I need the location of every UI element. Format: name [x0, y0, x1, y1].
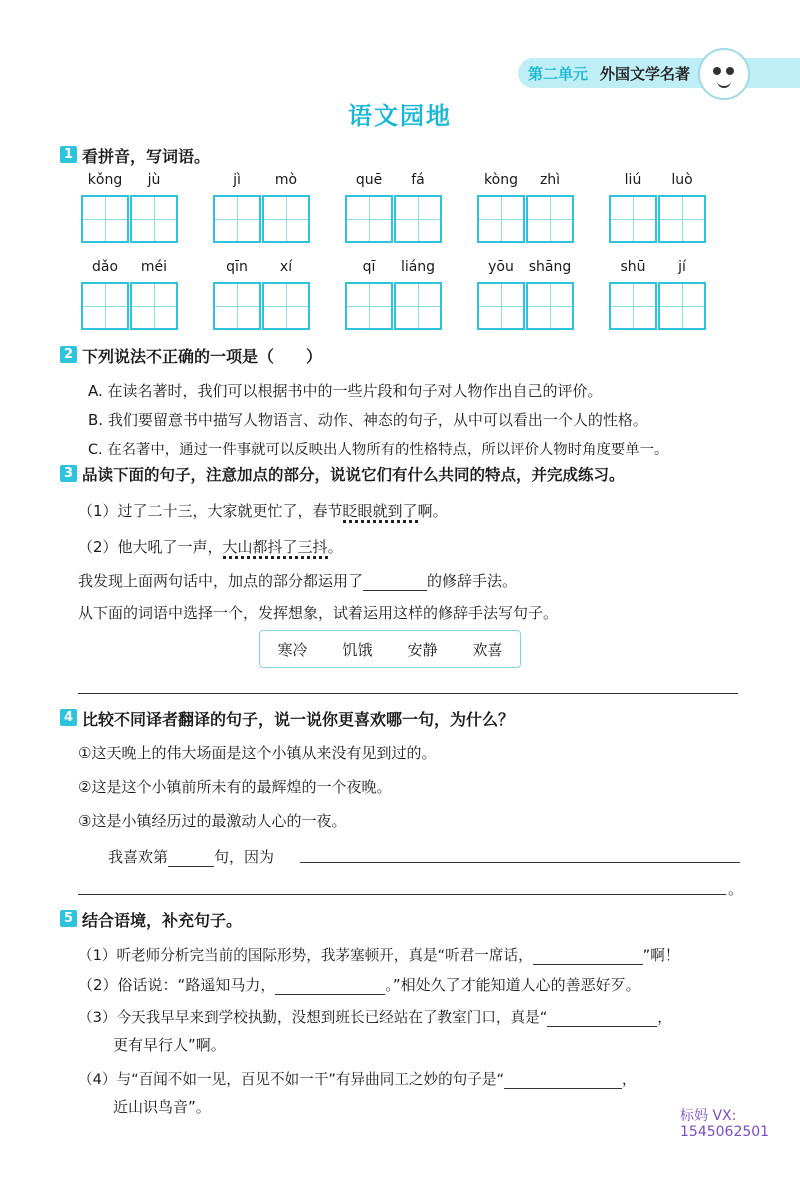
writing-cell[interactable]: [81, 282, 129, 330]
word-4: 欢喜: [472, 640, 503, 659]
fill-2: [78, 974, 641, 995]
fill-4-b: ，: [622, 1071, 637, 1088]
writing-cell[interactable]: [213, 282, 261, 330]
pinyin-label: jì: [233, 172, 241, 188]
writing-cell[interactable]: [477, 195, 525, 243]
fill-1-b: ”啊！: [642, 947, 680, 964]
preference-line: [108, 846, 274, 867]
reason-line-2[interactable]: [78, 894, 726, 895]
pinyin-label: jí: [678, 259, 686, 275]
unit-title: 外国文学名著: [600, 65, 691, 83]
sentence-1-part-c: 啊。: [417, 502, 448, 520]
fill-3: [78, 1006, 672, 1027]
preference-a: 我喜欢第: [108, 848, 169, 866]
sentence-2-part-a: （2）他大吼了一声，: [78, 538, 223, 556]
option-b: B. 我们要留意书中描写人物语言、动作、神态的句子，从中可以看出一个人的性格。: [88, 411, 648, 429]
word-3: 安静: [407, 640, 438, 659]
fill-3-a: （3）今天我早早来到学校执勤，没想到班长已经站在了教室门口，真是“: [78, 1009, 548, 1026]
fill-4-blank[interactable]: [504, 1072, 622, 1089]
question-number-5: 5: [60, 910, 77, 927]
fill-1-a: （1）听老师分析完当前的国际形势，我茅塞顿开，真是“听君一席话，: [78, 947, 533, 964]
fill-2-blank[interactable]: [275, 978, 385, 995]
sentence-1-dotted: 眨眼就到了: [343, 502, 418, 523]
fill-1: [78, 944, 679, 965]
writing-cell[interactable]: [262, 282, 310, 330]
question-1-text: 看拼音，写词语。: [82, 147, 211, 166]
unit-banner: [518, 58, 800, 88]
reason-line-1[interactable]: [300, 862, 740, 863]
translation-2: ②这是这个小镇前所未有的最辉煌的一个夜晚。: [78, 778, 392, 796]
writing-cell[interactable]: [394, 195, 442, 243]
pinyin-label: xí: [279, 259, 293, 275]
instruction-line: 从下面的词语中选择一个，发挥想象，试着运用这样的修辞手法写句子。: [78, 604, 559, 622]
fill-2-b: 。”相处久了才能知道人心的善恶好歹。: [385, 976, 641, 994]
question-4-text: 比较不同译者翻译的句子，说一说你更喜欢哪一句，为什么？: [82, 710, 515, 729]
writing-cell[interactable]: [658, 195, 706, 243]
pinyin-label: shū: [620, 259, 646, 275]
word-2: 饥饿: [342, 640, 373, 659]
period: 。: [728, 880, 744, 898]
rhetoric-line-a: 我发现上面两句话中，加点的部分都运用了: [78, 572, 364, 590]
mascot-icon: [698, 48, 750, 100]
pinyin-label: kòng: [484, 172, 518, 188]
unit-label: 第二单元: [528, 65, 589, 83]
answer-line[interactable]: [78, 693, 738, 694]
option-a: A. 在读名著时，我们可以根据书中的一些片段和句子对人物作出自己的评价。: [88, 382, 603, 400]
writing-cell[interactable]: [477, 282, 525, 330]
fill-3-cont: 更有早行人”啊。: [113, 1036, 226, 1054]
word-choice-box: [259, 630, 521, 668]
watermark-line-2: 1545062501: [680, 1124, 770, 1140]
fill-2-a: （2）俗话说：“路遥知马力，: [78, 976, 276, 994]
writing-cell[interactable]: [345, 195, 393, 243]
pinyin-label: mò: [274, 172, 298, 188]
fill-4-cont: 近山识鸟音”。: [113, 1098, 211, 1116]
option-c: C. 在名著中，通过一件事就可以反映出人物所有的性格特点，所以评价人物时角度要单一。: [88, 442, 669, 458]
pinyin-label: yōu: [488, 259, 514, 275]
writing-cell[interactable]: [526, 282, 574, 330]
pinyin-label: kǒng: [87, 172, 123, 188]
pinyin-label: méi: [140, 259, 168, 275]
writing-cell[interactable]: [130, 195, 178, 243]
pinyin-label: zhì: [539, 172, 561, 188]
question-number-1: 1: [60, 146, 77, 163]
pinyin-label: luò: [671, 172, 693, 188]
sentence-2-dotted: 大山都抖了三抖: [223, 538, 328, 559]
preference-b: 句，因为: [214, 848, 275, 866]
word-1: 寒冷: [277, 640, 308, 659]
writing-cell[interactable]: [345, 282, 393, 330]
writing-cell[interactable]: [609, 195, 657, 243]
question-number-2: 2: [60, 346, 77, 363]
sentence-1: [78, 500, 448, 521]
writing-cell[interactable]: [262, 195, 310, 243]
pinyin-label: liáng: [400, 259, 436, 275]
question-number-3: 3: [60, 465, 77, 482]
question-2-text: 下列说法不正确的一项是（ ）: [82, 347, 323, 366]
translation-3: ③这是小镇经历过的最激动人心的一夜。: [78, 812, 347, 830]
page-title: 语文园地: [348, 102, 452, 130]
pinyin-label: qī: [362, 259, 376, 275]
writing-cell[interactable]: [609, 282, 657, 330]
pinyin-label: qīn: [226, 259, 248, 275]
pinyin-label: quē: [355, 172, 383, 188]
writing-cell[interactable]: [81, 195, 129, 243]
writing-cell[interactable]: [394, 282, 442, 330]
fill-3-blank[interactable]: [547, 1010, 657, 1027]
rhetoric-blank[interactable]: [363, 574, 427, 591]
sentence-2: [78, 536, 343, 557]
preference-blank[interactable]: [168, 850, 214, 867]
fill-3-b: ，: [657, 1009, 672, 1026]
watermark-line-1: 标妈 VX:: [680, 1108, 737, 1124]
writing-cell[interactable]: [213, 195, 261, 243]
watermark: [680, 1108, 769, 1140]
pinyin-label: liú: [624, 172, 642, 188]
fill-1-blank[interactable]: [533, 948, 643, 965]
writing-cell[interactable]: [658, 282, 706, 330]
writing-cell[interactable]: [130, 282, 178, 330]
fill-4: [78, 1068, 637, 1089]
question-number-4: 4: [60, 709, 77, 726]
pinyin-label: fá: [411, 172, 425, 188]
sentence-2-part-c: 。: [327, 538, 343, 556]
pinyin-label: dǎo: [91, 259, 119, 275]
translation-1: ①这天晚上的伟大场面是这个小镇从来没有见到过的。: [78, 744, 437, 762]
writing-cell[interactable]: [526, 195, 574, 243]
rhetoric-line: [78, 570, 517, 591]
fill-4-a: （4）与“百闻不如一见，百见不如一干”有异曲同工之妙的句子是“: [78, 1071, 505, 1088]
sentence-1-part-a: （1）过了二十三，大家就更忙了，春节: [78, 502, 343, 520]
pinyin-label: shāng: [528, 259, 572, 275]
rhetoric-line-b: 的修辞手法。: [427, 572, 518, 590]
pinyin-label: jù: [147, 172, 161, 188]
question-3-text: 品读下面的句子，注意加点的部分，说说它们有什么共同的特点，并完成练习。: [82, 466, 625, 484]
question-5-text: 结合语境，补充句子。: [82, 911, 243, 930]
